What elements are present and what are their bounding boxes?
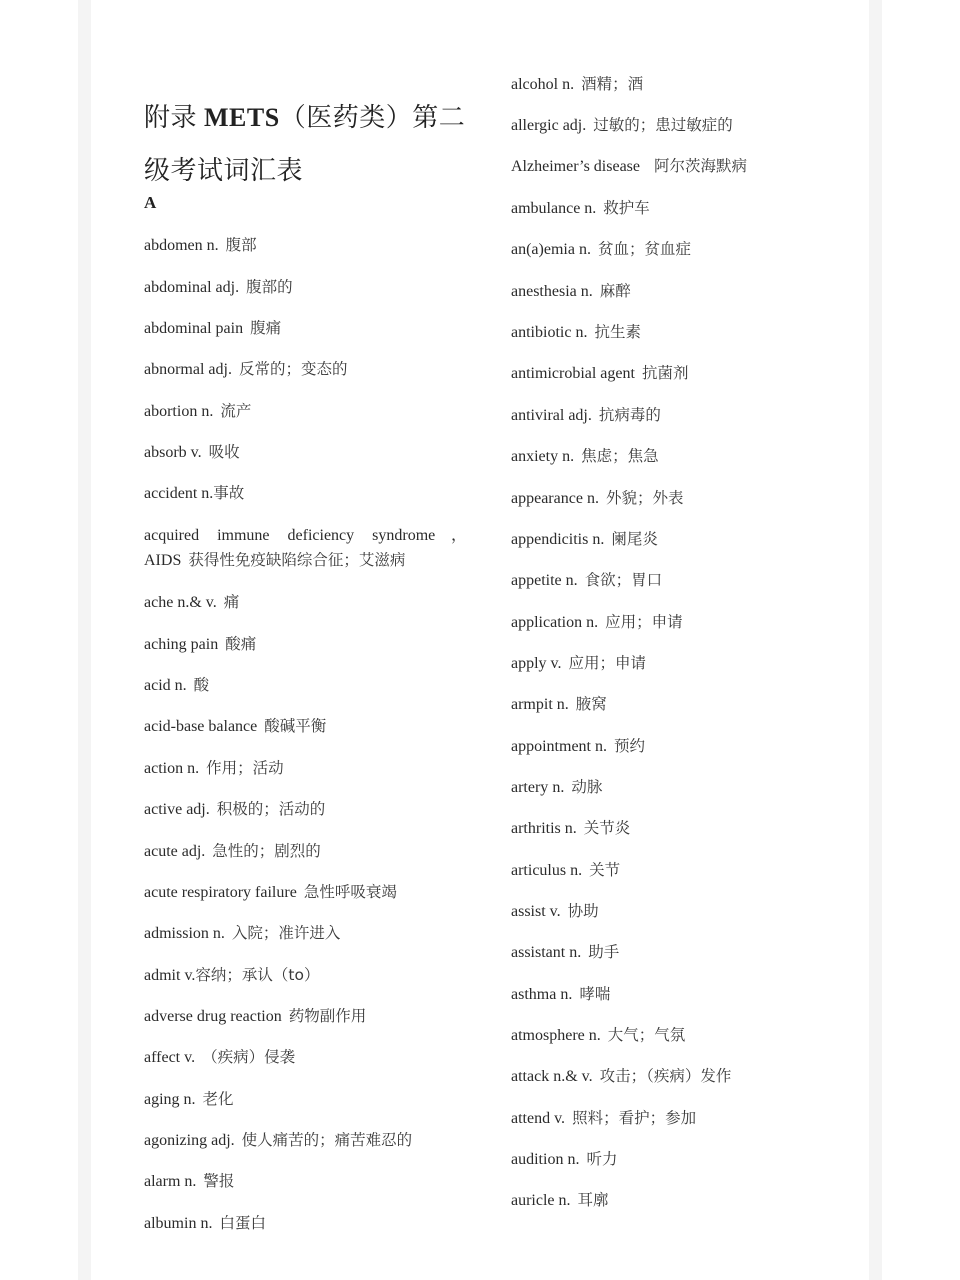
entry-definition: 酸痛 <box>225 635 257 653</box>
entry-definition: 抗生素 <box>594 323 641 341</box>
entry-pos: n. <box>187 760 200 777</box>
entry-term: active <box>144 801 183 818</box>
entry-definition: 急性呼吸衰竭 <box>303 883 397 901</box>
entry-pos: n. <box>200 1215 213 1232</box>
glossary-entry <box>511 488 683 509</box>
entry-term: abdominal <box>144 279 212 296</box>
entry-definition: 积极的；活动的 <box>216 800 326 818</box>
entry-term: alcohol <box>511 76 559 93</box>
entry-term: ambulance <box>511 200 581 217</box>
entry-pos: adj. <box>211 1132 235 1149</box>
entry-pos: n. <box>562 448 575 465</box>
entry-term: accident <box>144 485 198 502</box>
entry-term: attend <box>511 1110 551 1127</box>
entry-pos: n. <box>592 531 605 548</box>
entry-pos: n. <box>184 1173 197 1190</box>
glossary-entry <box>511 363 688 384</box>
glossary-entry <box>511 818 630 839</box>
entry-definition: 腹痛 <box>250 319 282 337</box>
entry-definition: 痛 <box>223 593 240 611</box>
page-title <box>144 91 484 197</box>
entry-pos: adj. <box>186 801 210 818</box>
page-edge-shadow-right <box>869 0 882 1280</box>
title-suffix: （医药类）第二级考试词汇表 <box>144 103 466 186</box>
entry-term: aging <box>144 1091 180 1108</box>
glossary-entry <box>144 483 244 504</box>
entry-term: articulus <box>511 862 567 879</box>
glossary-entry <box>144 401 251 422</box>
entry-term: artery <box>511 779 549 796</box>
entry-term: adverse drug reaction <box>144 1008 282 1025</box>
entry-pos: n. <box>575 324 588 341</box>
glossary-entry <box>144 799 325 820</box>
entry-definition: 动脉 <box>571 778 603 796</box>
entry-term: asthma <box>511 986 557 1003</box>
entry-pos: adj. <box>568 407 592 424</box>
entry-definition: 关节炎 <box>583 819 631 837</box>
entry-definition: 酸 <box>193 676 210 694</box>
entry-term: application <box>511 614 583 631</box>
entry-term: acquired immune deficiency syndrome <box>144 527 436 544</box>
glossary-entry <box>511 777 602 798</box>
entry-term: affect <box>144 1049 181 1066</box>
entry-term: aching pain <box>144 636 219 653</box>
glossary-entry <box>144 359 347 380</box>
glossary-entry <box>511 942 619 963</box>
glossary-entry <box>144 442 240 463</box>
glossary-entry <box>511 653 646 674</box>
entry-pos: n. <box>586 490 599 507</box>
entry-definition: 耳廓 <box>577 1191 609 1209</box>
glossary-entry <box>511 115 733 136</box>
entry-term: appearance <box>511 490 583 507</box>
glossary-entry <box>511 984 610 1005</box>
entry-definition: 预约 <box>613 737 645 755</box>
glossary-entry <box>511 405 661 426</box>
entry-definition: 关节 <box>589 861 621 879</box>
entry-definition: 事故 <box>213 484 245 502</box>
entry-definition: 攻击；（疾病）发作 <box>599 1067 732 1085</box>
entry-term: appendicitis <box>511 531 589 548</box>
entry-definition: 使人痛苦的；痛苦难忍的 <box>241 1131 413 1149</box>
entry-definition: 协助 <box>567 902 599 920</box>
glossary-entry <box>511 612 683 633</box>
entry-definition: 作用；活动 <box>206 759 284 777</box>
entry-definition: 焦虑；焦急 <box>581 447 659 465</box>
entry-term: action <box>144 760 184 777</box>
entry-term: absorb <box>144 444 187 461</box>
glossary-entry <box>144 675 209 696</box>
glossary-entry <box>511 736 645 757</box>
entry-term: apply <box>511 655 547 672</box>
entry-definition: 酒精；酒 <box>581 75 644 93</box>
glossary-entry <box>144 523 467 573</box>
entry-pos: n. <box>594 738 607 755</box>
glossary-entry <box>144 1089 234 1110</box>
glossary-entry <box>511 901 599 922</box>
entry-definition: 容纳；承认（to） <box>195 966 320 984</box>
entry-definition: 获得性免疫缺陷综合征；艾滋病 <box>188 551 406 569</box>
entry-term: assist <box>511 903 546 920</box>
entry-pos: n. <box>578 241 591 258</box>
glossary-entry <box>144 923 340 944</box>
entry-term: abdomen <box>144 237 203 254</box>
glossary-entry <box>144 235 257 256</box>
glossary-entry <box>511 1190 609 1211</box>
entry-term: assistant <box>511 944 566 961</box>
entry-term: anesthesia <box>511 283 577 300</box>
entry-definition: 反常的；变态的 <box>238 360 348 378</box>
entry-term: arthritis <box>511 820 561 837</box>
entry-pos: n. <box>564 820 577 837</box>
entry-definition: 救护车 <box>603 199 650 217</box>
entry-pos: v. <box>184 967 196 984</box>
glossary-entry <box>144 1047 295 1068</box>
entry-term: albumin <box>144 1215 197 1232</box>
entry-pos: n. <box>183 1091 196 1108</box>
glossary-entry <box>511 446 659 467</box>
glossary-entry <box>511 1066 731 1087</box>
glossary-entry <box>144 841 321 862</box>
glossary-entry <box>511 198 650 219</box>
section-heading: A <box>144 193 157 212</box>
entry-term: an(a)emia <box>511 241 575 258</box>
entry-pos: adj. <box>562 117 587 134</box>
glossary-entry <box>511 1149 617 1170</box>
entry-pos: n. <box>580 283 593 300</box>
glossary-entry <box>511 239 691 260</box>
entry-definition: 白蛋白 <box>219 1214 266 1232</box>
entry-definition: 哮喘 <box>579 985 611 1003</box>
entry-term: admit <box>144 967 181 984</box>
entry-pos: adj. <box>208 361 232 378</box>
entry-term: Alzheimer’s disease <box>511 158 640 175</box>
entry-pos: n. <box>201 485 214 502</box>
entry-definition: 麻醉 <box>599 282 631 300</box>
entry-definition: 腋窝 <box>575 695 607 713</box>
entry-definition: 酸碱平衡 <box>264 717 327 735</box>
glossary-entry <box>144 634 256 655</box>
entry-pos: n. <box>174 677 187 694</box>
entry-definition: 药物副作用 <box>288 1007 367 1025</box>
entry-definition: 照料；看护；参加 <box>572 1109 697 1127</box>
entry-definition: 急性的；剧烈的 <box>212 842 321 860</box>
entry-definition: 入院；准许进入 <box>231 924 341 942</box>
entry-term: abnormal <box>144 361 205 378</box>
glossary-entry <box>511 156 747 177</box>
entry-pos: n. <box>562 76 575 93</box>
glossary-entry <box>511 570 662 591</box>
glossary-entry <box>144 592 239 613</box>
entry-term: auricle <box>511 1192 555 1209</box>
glossary-entry <box>144 1130 412 1151</box>
entry-pos: v. <box>184 1049 196 1066</box>
entry-definition: 外貌；外表 <box>605 489 684 507</box>
glossary-entry <box>144 882 397 903</box>
entry-definition: 老化 <box>202 1090 234 1108</box>
entry-term: ache <box>144 594 174 611</box>
entry-pos: n. <box>206 237 219 254</box>
entry-definition: 吸收 <box>208 443 240 461</box>
glossary-entry <box>511 322 641 343</box>
entry-definition: 听力 <box>586 1150 618 1168</box>
entry-definition: 流产 <box>220 402 252 420</box>
glossary-entry <box>144 758 284 779</box>
entry-term: antiviral <box>511 407 565 424</box>
entry-pos: n. <box>201 403 214 420</box>
entry-pos: n. <box>569 944 582 961</box>
entry-term: allergic <box>511 117 559 134</box>
entry-pos: n. <box>560 986 573 1003</box>
entry-pos: n. <box>552 779 565 796</box>
entry-term: appointment <box>511 738 591 755</box>
glossary-entry <box>144 277 293 298</box>
entry-definition: 应用；申请 <box>568 654 647 672</box>
entry-term: audition <box>511 1151 564 1168</box>
glossary-entry <box>144 1213 266 1234</box>
entry-definition: 警报 <box>203 1172 235 1190</box>
glossary-entry <box>511 529 658 550</box>
entry-term: acid-base balance <box>144 718 258 735</box>
title-prefix: 附录 <box>144 103 205 133</box>
entry-term: acute <box>144 843 178 860</box>
glossary-entry <box>511 860 620 881</box>
entry-term: acute respiratory failure <box>144 884 297 901</box>
entry-definition: 腹部的 <box>246 278 293 296</box>
entry-term: abortion <box>144 403 198 420</box>
entry-pos: n. <box>556 696 569 713</box>
glossary-entry <box>511 1025 685 1046</box>
entry-pos: adj. <box>181 843 206 860</box>
entry-term: anxiety <box>511 448 559 465</box>
glossary-entry <box>144 318 281 339</box>
entry-definition: 应用；申请 <box>605 613 683 631</box>
glossary-entry <box>511 694 607 715</box>
entry-term: antibiotic <box>511 324 572 341</box>
entry-definition: 大气；气氛 <box>607 1026 686 1044</box>
entry-pos: n. <box>567 1151 580 1168</box>
entry-definition: 食欲；胃口 <box>584 571 663 589</box>
entry-definition: 阿尔茨海默病 <box>654 157 748 175</box>
glossary-entry <box>511 74 643 95</box>
entry-pos: n. <box>586 614 599 631</box>
entry-pos: v. <box>550 655 562 672</box>
entry-pos: n. <box>584 200 597 217</box>
entry-definition: 抗病毒的 <box>598 406 661 424</box>
entry-term: atmosphere <box>511 1027 585 1044</box>
entry-pos: n. <box>565 572 578 589</box>
glossary-entry <box>144 965 319 986</box>
title-mets: METS <box>204 103 280 133</box>
entry-definition: 过敏的；患过敏症的 <box>593 116 733 134</box>
glossary-entry <box>511 281 631 302</box>
glossary-entry <box>511 1108 696 1129</box>
document-page <box>91 0 869 1280</box>
entry-term: appetite <box>511 572 562 589</box>
entry-pos: n. <box>570 862 583 879</box>
page-edge-shadow-left <box>78 0 91 1280</box>
entry-definition: 抗菌剂 <box>641 364 689 382</box>
entry-term: armpit <box>511 696 553 713</box>
glossary-entry <box>144 1171 234 1192</box>
entry-pos: n.& v. <box>553 1068 593 1085</box>
entry-pos: v. <box>554 1110 566 1127</box>
entry-pos: n. <box>212 925 225 942</box>
entry-pos: v. <box>190 444 202 461</box>
entry-definition: 腹部 <box>225 236 257 254</box>
glossary-entry <box>144 1006 366 1027</box>
entry-abbreviation: AIDS <box>144 552 182 569</box>
entry-term: admission <box>144 925 209 942</box>
entry-definition: 阑尾炎 <box>611 530 658 548</box>
entry-pos: n.& v. <box>177 594 217 611</box>
entry-pos: n. <box>558 1192 571 1209</box>
entry-definition: 贫血；贫血症 <box>597 240 691 258</box>
entry-definition: （疾病）侵袭 <box>202 1048 296 1066</box>
glossary-entry <box>144 716 326 737</box>
entry-pos: adj. <box>215 279 240 296</box>
entry-term: abdominal pain <box>144 320 244 337</box>
entry-pos: n. <box>588 1027 601 1044</box>
entry-pos: v. <box>549 903 561 920</box>
entry-punct: ， <box>450 527 467 544</box>
entry-term: alarm <box>144 1173 181 1190</box>
entry-definition: 助手 <box>588 943 620 961</box>
entry-term: antimicrobial agent <box>511 365 635 382</box>
entry-term: agonizing <box>144 1132 208 1149</box>
entry-term: attack <box>511 1068 550 1085</box>
entry-term: acid <box>144 677 171 694</box>
